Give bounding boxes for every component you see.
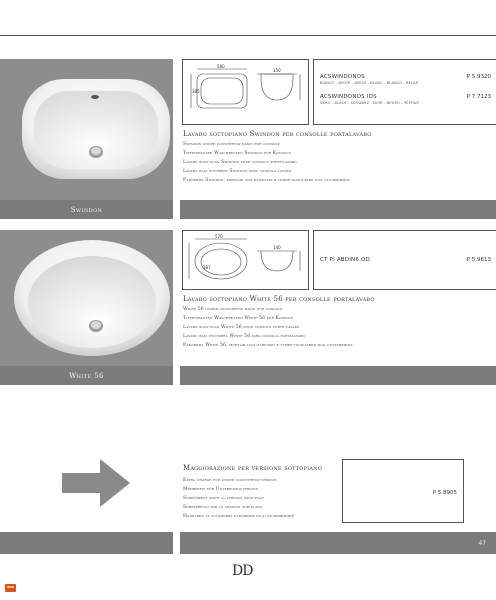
swindon-caption: Swindon xyxy=(0,200,173,219)
white56-dim-side: 387 xyxy=(203,265,211,270)
description-line: Lavabo bajo encimera Swindon para consola lavabo xyxy=(183,169,292,174)
swindon-bar xyxy=(180,200,496,219)
brand-logo: DD xyxy=(232,563,253,579)
color-list: NERO - BLACK - SCHWARZ - NOIR - NEGRO - ЧЁРНАЯ xyxy=(320,101,419,105)
white56-drawing xyxy=(182,230,309,290)
white56-photo xyxy=(0,230,173,366)
description-line: Tiefeinbauten Waschbecken White 56 für Konsole xyxy=(183,316,294,321)
white56-codes-box xyxy=(313,230,496,290)
product-price: P 5.9613 xyxy=(466,257,491,263)
surcharge-price: P 5.8905 xyxy=(432,490,457,496)
white56-dim-width: 570 xyxy=(215,234,223,239)
surcharge-line: Extra charge for under countertop version xyxy=(183,478,277,483)
white56-basin-image xyxy=(0,230,173,366)
top-rule xyxy=(0,35,496,36)
color-list: BIANCO - WHITE - WEISS - BLANC - BLANCO - BELAЯ xyxy=(320,81,419,85)
surcharge-line: Надбавка за установку раковины под столешницей xyxy=(183,514,295,519)
swindon-drawing xyxy=(182,59,309,125)
surcharge-line: Mehrpreis für Untereinbauversion xyxy=(183,487,259,492)
white56-title: Lavabo sottopiano White 56 per consolle portalavabo xyxy=(183,295,375,303)
description-line: Tiefeinbauten Waschbecken Swindon für Konsole xyxy=(183,151,291,156)
swindon-basin-image xyxy=(0,59,173,200)
swindon-dim-side: 385 xyxy=(192,89,200,94)
swindon-technical-drawing xyxy=(183,60,308,124)
arrow-right-icon xyxy=(62,459,130,507)
white56-caption: White 56 xyxy=(0,366,173,385)
surcharge-line: Supplément pour la version sous-plan xyxy=(183,496,265,501)
description-line: Swindon under countertop basin for console xyxy=(183,142,280,147)
product-code: ACSWINDONOS IDS xyxy=(320,94,377,100)
surcharge-line: Sobreprecio por la versión sub-plano xyxy=(183,505,263,510)
white56-bar xyxy=(180,366,496,385)
surcharge-title: Maggiorazione per versione sottopiano xyxy=(183,464,323,472)
white56-dim-depth: 140 xyxy=(273,245,281,250)
product-price: P 7.7123 xyxy=(466,94,491,100)
page-number: 47 xyxy=(478,539,486,547)
product-code: CT PI ABDIN6 OD xyxy=(320,257,370,263)
description-line: Lavabo sous-plan Swindon pour console porte-lavabo xyxy=(183,160,297,165)
swindon-title: Lavabo sottopiano Swindon per consolle portalavabo xyxy=(183,130,372,138)
description-line: Раковина White 56, монтаж под панелью в тумбе-подставке под столешницу xyxy=(183,343,353,348)
description-line: Раковина Swindon, монтаж под панелью в тумбе-подставке под столешницу xyxy=(183,178,351,183)
description-line: Lavabo sous-plan White 56 pour console porte-lavabo xyxy=(183,325,300,330)
white56-technical-drawing xyxy=(183,231,308,289)
description-line: White 56 under countertop basin for console xyxy=(183,307,283,312)
swindon-codes-box xyxy=(313,59,496,125)
swindon-photo xyxy=(0,59,173,200)
product-price: P 5.9320 xyxy=(466,74,491,80)
bookmark-icon[interactable] xyxy=(4,582,18,594)
description-line: Lavabo bajo encimera White 56 para consola portalavabo xyxy=(183,334,306,339)
swindon-dim-depth: 150 xyxy=(273,68,281,73)
product-code: ACSWINDONOS xyxy=(320,74,365,80)
swindon-dim-width: 580 xyxy=(217,64,225,69)
footer-bar xyxy=(0,532,496,554)
surcharge-price-box xyxy=(342,459,464,523)
